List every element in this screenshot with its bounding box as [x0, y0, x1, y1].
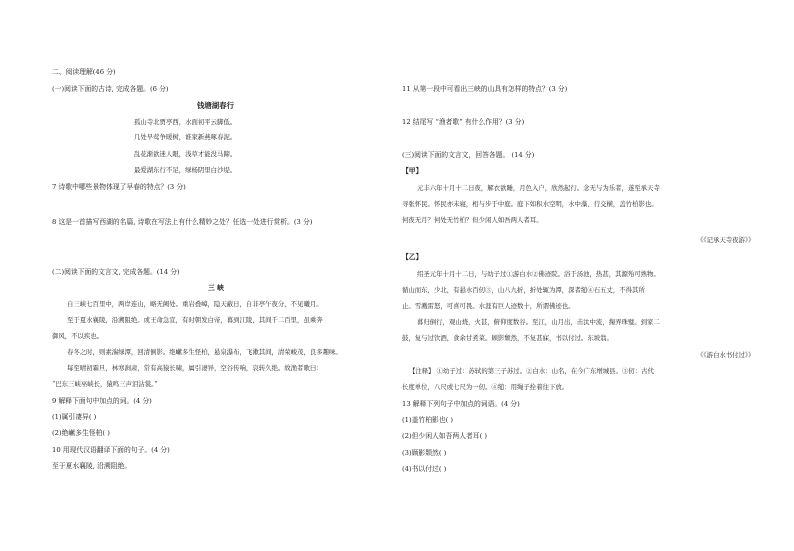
question-11: 11 从第一段中可看出三峡的山具有怎样的特点？(3 分) — [402, 85, 568, 93]
yi-line: 鼓，复与过饮酒，食余甘煮菜。顾影颓然，不复甚寐，书以付过。东坡翁。 — [402, 334, 613, 342]
text-line: 御风，不以疾也。 — [52, 332, 104, 340]
poem-line: 最爱湖东行不足，绿杨阴里白沙堤。 — [134, 166, 237, 174]
question-12: 12 结尾写 “渔者歌” 有什么作用？(3 分) — [402, 118, 525, 126]
right-column — [397, 0, 794, 551]
part2-header: (二)阅读下面的文言文, 完成各题。(14 分) — [52, 268, 180, 276]
text-line: 每至晴初霜旦，林寒涧肃，常有高猿长啸，属引凄异，空谷传响，哀转久绝。故渔者歌曰： — [67, 364, 323, 372]
yi-source: 《《游白水书付过》》 — [697, 351, 755, 359]
text-line: 自三峡七百里中，两岸连山，略无阙处。重岩叠嶂，隐天蔽日，自非亭午夜分，不见曦月。 — [67, 300, 323, 308]
poem-line: 孤山寺北贾亭西，水面初平云脚低。 — [134, 118, 237, 126]
poem-line: 乱花渐欲迷人眼，浅草才能没马蹄。 — [134, 150, 237, 158]
q10-sentence: 至于夏水襄陵, 沿溯阻绝。 — [52, 462, 132, 470]
poem-title: 钱塘湖春行 — [197, 101, 234, 110]
q13-item: (4)书以付过( ) — [402, 465, 447, 473]
question-13: 13 解释下列句子中加点的词语。(4 分) — [402, 400, 520, 408]
yi-line: 绍圣元年十月十二日，与幼子过①游白水②佛迹院。浴于汤池，热甚，其源殆可熟物。 — [417, 270, 660, 278]
q13-item: (1)盖竹柏影也( ) — [402, 416, 454, 424]
q13-item: (3)顾影颓然( ) — [402, 449, 447, 457]
jia-line: 何夜无月？何处无竹柏？但少闲人如吾两人者耳。 — [402, 216, 543, 224]
q9-item: (2)绝𪩘多生怪柏( ) — [52, 429, 110, 437]
q13-item: (2)但少闲人如吾两人者耳( ) — [402, 432, 488, 440]
question-7: 7 诗歌中哪些景物体现了早春的特点？(3 分) — [52, 183, 186, 191]
jia-label: 【甲】 — [402, 167, 423, 175]
text-line: 至于夏水襄陵，沿溯阻绝。或王命急宣，有时朝发白帝，暮到江陵，其间千二百里，虽乘奔 — [67, 316, 323, 324]
section-title: 二、阅读理解(46 分) — [52, 68, 116, 76]
jia-source: 《《记承天寺夜游》》 — [697, 236, 755, 244]
yi-line: 循山而东，少北，有悬水百仞③，山八九折，折处辄为潭，深者缒④石五丈，不得其所 — [402, 286, 645, 294]
yi-label: 【乙】 — [402, 253, 423, 261]
text-line: “巴东三峡巫峡长，猿鸣三声泪沾裳。” — [52, 380, 158, 388]
jia-line: 元丰六年十月十二日夜，解衣欲睡，月色入户，欣然起行。念无与为乐者，遂至承天寺 — [417, 184, 660, 192]
notes-line: 【注释】 ①幼子过：苏轼的第三子苏过。②白水：山名，在今广东增城县。③仞：古代 — [409, 367, 654, 375]
part1-header: (一)阅读下面的古诗, 完成各题。(6 分) — [52, 85, 169, 93]
question-10: 10 用现代汉语翻译下面的句子。(4 分) — [52, 446, 170, 454]
question-8: 8 这是一首描写西湖的名篇, 诗歌在写法上有什么精妙之处？任选一处进行赏析。(3 分) — [52, 218, 313, 226]
notes-line: 长度单位，八尺或七尺为一仞。④缒：用绳子拴着往下放。 — [402, 383, 569, 391]
q9-item: (1)属引凄异( ) — [52, 413, 97, 421]
poem-line: 几处早莺争暖树，谁家新燕啄春泥。 — [134, 133, 237, 141]
jia-line: 寻张怀民。怀民亦未寝，相与步于中庭。庭下如积水空明，水中藻、荇交横，盖竹柏影也。 — [402, 200, 658, 208]
question-9: 9 解释下面句中加点的词。(4 分) — [52, 397, 152, 405]
yi-line: 暮归倒行，观山烧，火甚，俯仰度数谷。至江，山月出，击汰中流，掬弄珠璧。到家二 — [417, 318, 660, 326]
text-line: 春冬之时，则素湍绿潭，回清倒影。绝𪩘多生怪柏，悬泉瀑布，飞漱其间，清荣峻茂，良多趣味。 — [67, 348, 342, 356]
yi-line: 止。雪溅雷怒，可喜可畏。水涯有巨人迹数十，所谓佛迹也。 — [402, 302, 575, 310]
text-title: 三 峡 — [208, 284, 224, 292]
part3-header: (三)阅读下面的文言文，回答各题。 (14 分) — [402, 151, 535, 159]
